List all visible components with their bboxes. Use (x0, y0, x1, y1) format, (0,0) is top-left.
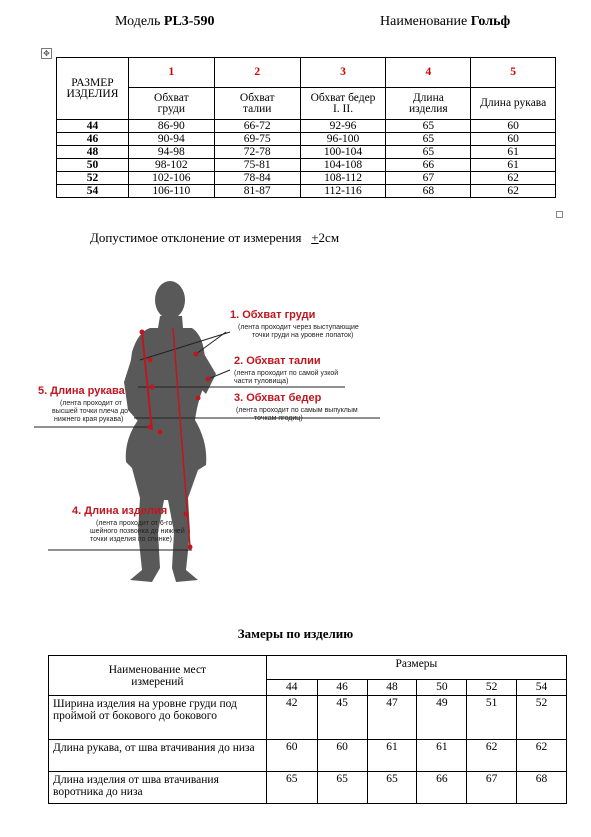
measure-value: 62 (517, 740, 567, 772)
size-col-header: 44 (266, 680, 317, 696)
marker-dot (150, 385, 155, 390)
table-row (57, 120, 556, 133)
label-waist-sub: части туловища) (234, 378, 289, 385)
value-cell: 92-96 (300, 120, 386, 133)
label-sleeve-sub: (лента проходит от (60, 400, 122, 407)
label-chest-sub: точки груди на уровне лопаток) (252, 332, 354, 339)
measure-value: 65 (266, 772, 317, 804)
value-cell: 94-98 (128, 146, 214, 159)
col-number-2: 2 (214, 58, 300, 88)
value-cell: 69-75 (214, 133, 300, 146)
table-row (57, 133, 556, 146)
measure-value: 51 (467, 696, 517, 740)
table-row (49, 696, 567, 740)
value-cell: 75-81 (214, 159, 300, 172)
size-cell: 54 (57, 185, 129, 198)
value-cell: 65 (386, 120, 471, 133)
product-name-label: Наименование (380, 14, 468, 29)
measure-value: 42 (266, 696, 317, 740)
size-cell: 44 (57, 120, 129, 133)
label-length-title: 4. Длина изделия (72, 505, 168, 517)
value-cell: 66-72 (214, 120, 300, 133)
value-cell: 81-87 (214, 185, 300, 198)
col-number-4: 4 (386, 58, 471, 88)
col-name-chest: Обхват груди (128, 88, 214, 120)
measure-name: Длина изделия от шва втачивания воротника до низа (49, 772, 267, 804)
col-name-hips: Обхват бедер I. II. (300, 88, 386, 120)
label-sleeve-sub: высшей точки плеча до (52, 408, 129, 415)
tolerance-text: Допустимое отклонение от измерения (90, 230, 302, 245)
value-cell: 108-112 (300, 172, 386, 185)
value-cell: 100-104 (300, 146, 386, 159)
size-header-text: РАЗМЕР ИЗДЕЛИЯ (66, 76, 119, 100)
value-cell: 68 (386, 185, 471, 198)
measure-value: 47 (367, 696, 417, 740)
measure-value: 68 (517, 772, 567, 804)
value-cell: 62 (471, 185, 556, 198)
value-cell: 62 (471, 172, 556, 185)
size-col-header: 46 (317, 680, 367, 696)
size-header-cell (57, 58, 129, 120)
label-sleeve (38, 385, 128, 423)
marker-dot (158, 430, 163, 435)
size-col-header: 54 (517, 680, 567, 696)
value-cell: 72-78 (214, 146, 300, 159)
value-cell: 61 (471, 146, 556, 159)
marker-dot (206, 377, 211, 382)
label-sleeve-sub: нижнего края рукава) (54, 416, 124, 423)
label-sleeve-title: 5. Длина рукава (38, 385, 125, 397)
value-cell: 102-106 (128, 172, 214, 185)
value-cell: 65 (386, 133, 471, 146)
value-cell: 86-90 (128, 120, 214, 133)
label-hips-sub: точкам ягодиц) (254, 415, 303, 422)
label-length (72, 505, 185, 543)
value-cell: 61 (471, 159, 556, 172)
measure-value: 60 (317, 740, 367, 772)
label-chest-sub: (лента проходит через выступающие (238, 324, 359, 331)
value-cell: 98-102 (128, 159, 214, 172)
label-chest-title: 1. Обхват груди (230, 309, 316, 321)
size-col-header: 48 (367, 680, 417, 696)
marker-dot (184, 512, 189, 517)
name-header-cell (49, 656, 267, 696)
model-label: Модель (115, 14, 161, 29)
measure-name: Ширина изделия на уровне груди под проймой от бокового до бокового (49, 696, 267, 740)
label-waist (234, 355, 338, 385)
marker-dot (148, 425, 153, 430)
col-name-waist: Обхват талии (214, 88, 300, 120)
label-hips-title: 3. Обхват бедер (234, 392, 322, 404)
measure-value: 65 (317, 772, 367, 804)
measure-value: 62 (467, 740, 517, 772)
name-header-text: Наименование мест измерений (108, 663, 207, 688)
label-waist-title: 2. Обхват талии (234, 355, 321, 367)
product-name-value: Гольф (470, 14, 511, 29)
size-cell: 50 (57, 159, 129, 172)
measure-value: 49 (417, 696, 467, 740)
measure-value: 61 (417, 740, 467, 772)
col-name-length: Длина изделия (386, 88, 471, 120)
table-move-handle-icon[interactable]: ✥ (41, 48, 52, 59)
measure-name: Длина рукава, от шва втачивания до низа (49, 740, 267, 772)
measure-value: 60 (266, 740, 317, 772)
marker-dot (194, 352, 199, 357)
value-cell: 96-100 (300, 133, 386, 146)
measurements-table (48, 655, 567, 804)
table-row (57, 159, 556, 172)
product-name-line (380, 14, 510, 30)
marker-dot (188, 545, 193, 550)
value-cell: 106-110 (128, 185, 214, 198)
size-table (56, 57, 556, 198)
value-cell: 65 (386, 146, 471, 159)
measure-value: 65 (367, 772, 417, 804)
label-length-sub: точки изделия по спинке) (90, 536, 172, 543)
measure-value: 66 (417, 772, 467, 804)
col-number-1: 1 (128, 58, 214, 88)
model-value: PL3-590 (163, 14, 215, 29)
table-row (57, 185, 556, 198)
col-name-sleeve: Длина рукава (471, 88, 556, 120)
measure-value: 52 (517, 696, 567, 740)
size-cell: 52 (57, 172, 129, 185)
value-cell: 60 (471, 133, 556, 146)
value-cell: 104-108 (300, 159, 386, 172)
label-waist-sub: (лента проходит по самой узкой (234, 370, 339, 377)
label-chest (230, 309, 359, 339)
measurements-title: Замеры по изделию (237, 626, 354, 641)
value-cell: 90-94 (128, 133, 214, 146)
table-row (57, 172, 556, 185)
label-hips-sub: (лента проходит по самым выпуклым (236, 407, 358, 414)
tolerance-value: 2см (318, 230, 340, 245)
value-cell: 112-116 (300, 185, 386, 198)
col-number-3: 3 (300, 58, 386, 88)
size-col-header: 50 (417, 680, 467, 696)
size-table-body (57, 120, 556, 198)
sizes-header: Размеры (266, 656, 566, 680)
marker-dot (140, 330, 145, 335)
size-cell: 48 (57, 146, 129, 159)
value-cell: 67 (386, 172, 471, 185)
table-resize-handle-icon[interactable] (556, 211, 563, 218)
plusminus-sign: + (311, 230, 319, 245)
table-row (49, 772, 567, 804)
label-length-sub: (лента проходит от 6-го (96, 520, 173, 527)
marker-dot (148, 358, 153, 363)
measurement-illustration (0, 270, 591, 600)
marker-dot (196, 396, 201, 401)
size-col-header: 52 (467, 680, 517, 696)
value-cell: 66 (386, 159, 471, 172)
tolerance-note (90, 230, 339, 246)
table-row (49, 740, 567, 772)
model-line (115, 14, 214, 30)
measure-value: 67 (467, 772, 517, 804)
measure-value: 45 (317, 696, 367, 740)
label-length-sub: шейного позвонка до нижней (90, 528, 185, 535)
table-row (57, 146, 556, 159)
measure-value: 61 (367, 740, 417, 772)
value-cell: 60 (471, 120, 556, 133)
col-number-5: 5 (471, 58, 556, 88)
value-cell: 78-84 (214, 172, 300, 185)
size-cell: 46 (57, 133, 129, 146)
